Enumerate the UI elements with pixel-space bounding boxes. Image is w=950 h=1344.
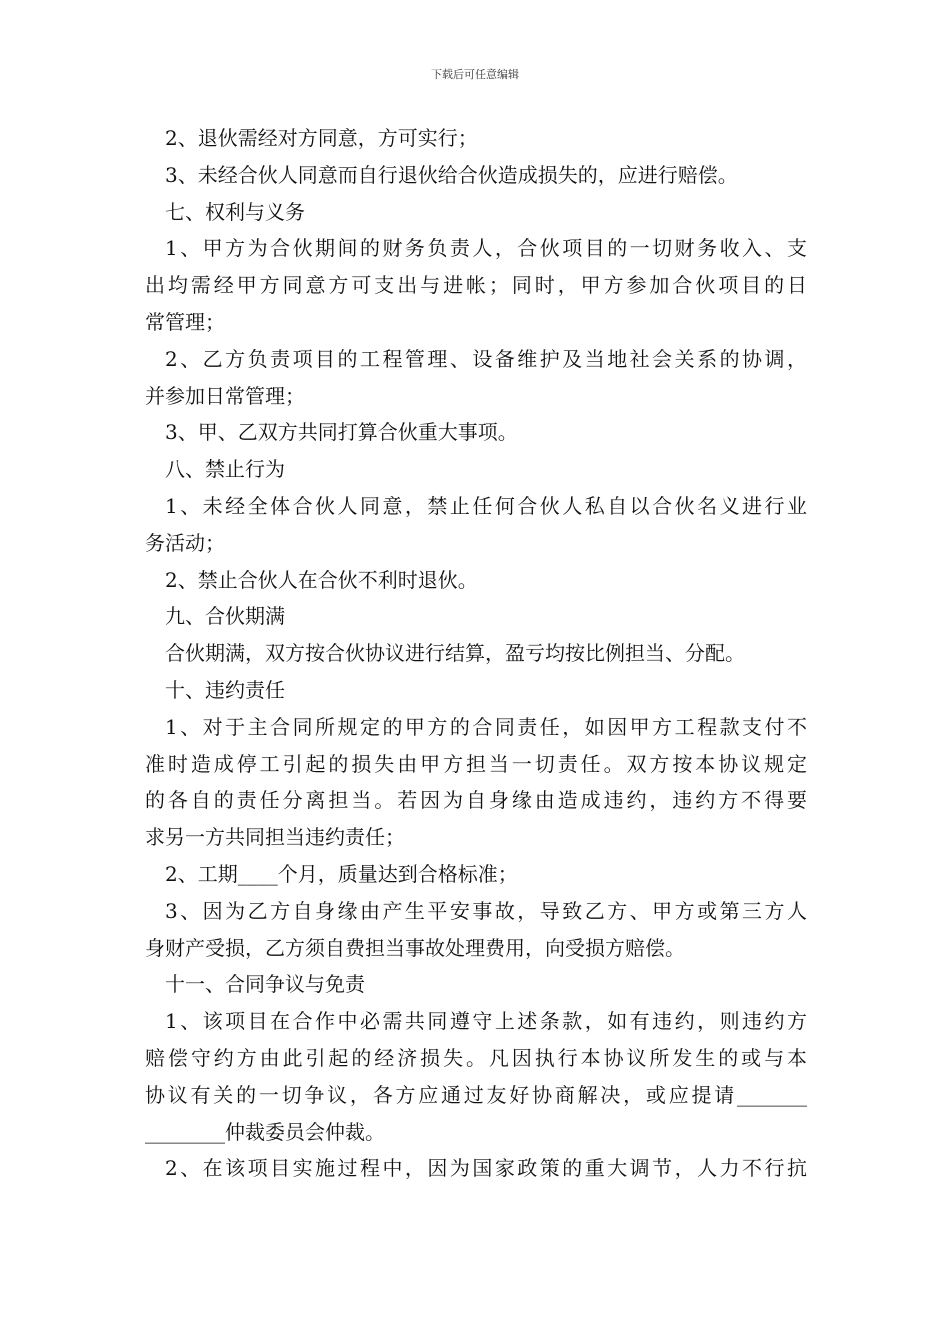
text-line: 并参加日常管理； [145, 383, 305, 408]
text-line: 1、该项目在合作中必需共同遵守上述条款，如有违约，则违约方 [165, 1009, 807, 1034]
text-line: 八、禁止行为 [165, 457, 285, 482]
text-line: 2、禁止合伙人在合伙不利时退伙。 [165, 567, 478, 592]
text-line: 求另一方共同担当违约责任； [145, 825, 405, 850]
text-line: 3、因为乙方自身缘由产生平安事故，导致乙方、甲方或第三方人 [165, 898, 807, 923]
text-line: ________仲裁委员会仲裁。 [145, 1119, 385, 1144]
text-line: 十、违约责任 [165, 677, 285, 702]
document-body [145, 120, 807, 1187]
text-line: 的各自的责任分离担当。若因为自身缘由造成违约，违约方不得要 [145, 788, 807, 813]
text-line: 合伙期满，双方按合伙协议进行结算，盈亏均按比例担当、分配。 [165, 641, 745, 666]
text-line: 十一、合同争议与免责 [165, 972, 365, 997]
text-line: 1、甲方为合伙期间的财务负责人，合伙项目的一切财务收入、支 [165, 236, 807, 261]
text-line: 2、在该项目实施过程中，因为国家政策的重大调节，人力不行抗 [165, 1156, 807, 1181]
text-line: 九、合伙期满 [165, 604, 285, 629]
text-line: 2、工期____个月，质量达到合格标准； [165, 861, 518, 886]
text-line: 出均需经甲方同意方可支出与进帐；同时，甲方参加合伙项目的日 [145, 273, 807, 298]
text-line: 七、权利与义务 [165, 199, 305, 224]
text-line: 身财产受损，乙方须自费担当事故处理费用，向受损方赔偿。 [145, 935, 685, 960]
text-line: 常管理； [145, 309, 225, 334]
text-line: 1、未经全体合伙人同意，禁止任何合伙人私自以合伙名义进行业 [165, 493, 807, 518]
text-line: 2、退伙需经对方同意，方可实行； [165, 126, 478, 150]
text-line: 准时造成停工引起的损失由甲方担当一切责任。双方按本协议规定 [145, 751, 807, 776]
text-line: 3、未经合伙人同意而自行退伙给合伙造成损失的，应进行赔偿。 [165, 162, 738, 187]
text-line: 务活动； [145, 530, 225, 555]
text-line: 赔偿守约方由此引起的经济损失。凡因执行本协议所发生的或与本 [145, 1045, 807, 1070]
page-header: 下载后可任意编辑 [431, 68, 519, 81]
text-line: 协议有关的一切争议，各方应通过友好协商解决，或应提请_______ [145, 1082, 807, 1107]
text-line: 1、对于主合同所规定的甲方的合同责任，如因甲方工程款支付不 [165, 714, 807, 739]
text-line: 2、乙方负责项目的工程管理、设备维护及当地社会关系的协调， [165, 346, 807, 371]
text-line: 3、甲、乙双方共同打算合伙重大事项。 [165, 420, 518, 445]
